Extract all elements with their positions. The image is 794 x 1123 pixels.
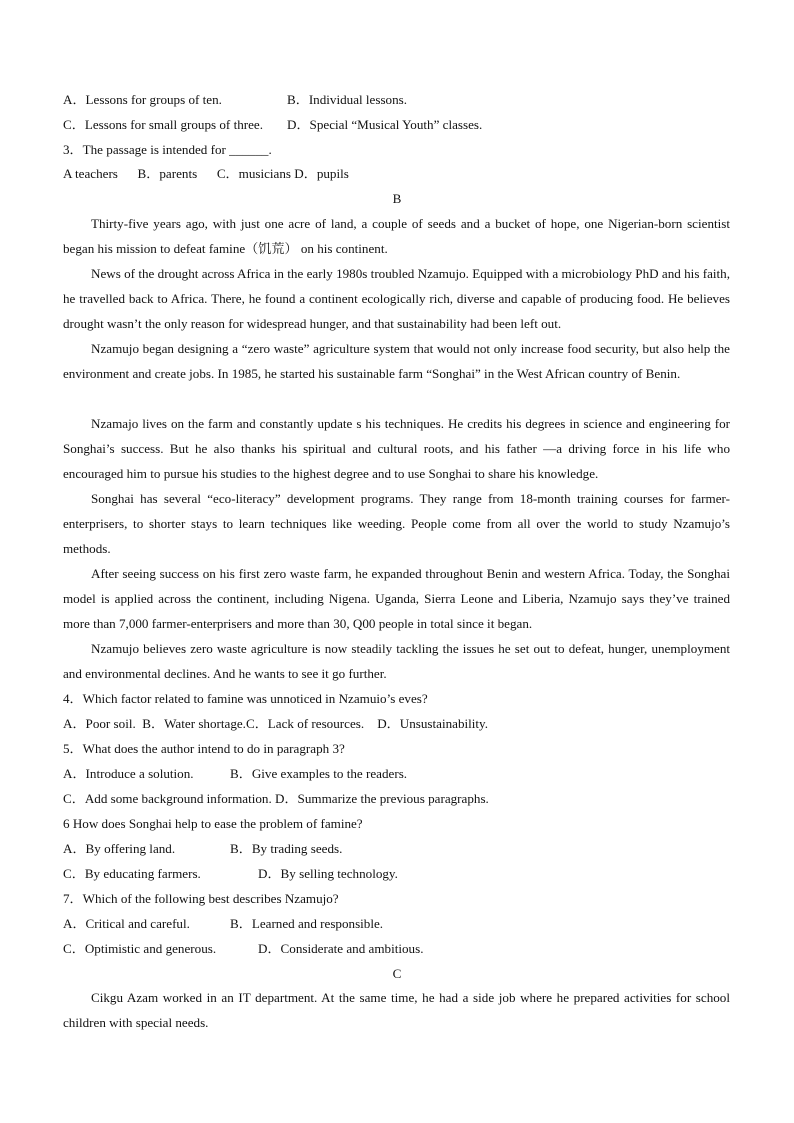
q7-option-a: A．Critical and careful. <box>63 916 190 931</box>
section-b-paragraph-6: After seeing success on his first zero waste farm, he expanded throughout Benin and western Africa. Today, the Songhai model is applied across the continent, including Nigena. Uganda, Sierra Leone and Liberia, Nzamujo says they’ve trained more than 7,000 farmer-enterprisers and more than 30, Q00 people in total since it began. <box>63 566 730 631</box>
q5-options-row1 <box>63 766 407 782</box>
section-b-paragraph-7: Nzamujo believes zero waste agriculture is now steadily tackling the issues he set out to defeat, hunger, unemployment and environmental declines. And he wants to see it go further. <box>63 641 730 681</box>
q3-stem: 3．The passage is intended for ______. <box>63 142 272 157</box>
q5-option-b: B．Give examples to the readers. <box>230 766 408 781</box>
q7-options-row1 <box>63 916 383 932</box>
q7-option-c: C．Optimistic and generous. <box>63 941 217 956</box>
q4-stem: 4．Which factor related to famine was unnoticed in Nzamuio’s eves? <box>63 691 428 706</box>
q2-option-a: A．Lessons for groups of ten. <box>63 92 222 107</box>
section-b-paragraph-5: Songhai has several “eco-literacy” development programs. They range from 18-month training courses for farmer-enterprisers, to shorter stays to learn techniques like weeding. People come from all over the world to study Nzamujo’s methods. <box>63 491 730 556</box>
q2-option-c: C．Lessons for small groups of three. <box>63 117 264 132</box>
q2-option-d: D．Special “Musical Youth” classes. <box>287 117 483 132</box>
q6-options-row2 <box>63 866 398 882</box>
q7-options-row2 <box>63 941 423 957</box>
q5-option-a: A．Introduce a solution. <box>63 766 194 781</box>
section-b-label: B <box>392 191 402 206</box>
q5-stem: 5．What does the author intend to do in paragraph 3? <box>63 741 345 756</box>
section-b-paragraph-2: News of the drought across Africa in the early 1980s troubled Nzamujo. Equipped with a microbiology PhD and his faith, he travelled back to Africa. There, he found a continent ecologically rich, diverse and capable of producing food. He believes drought wasn’t the only reason for widespread hunger, and that sustainability had been left out. <box>63 266 730 331</box>
q6-option-d: D．By selling technology. <box>258 866 398 881</box>
q7-option-b: B．Learned and responsible. <box>230 916 384 931</box>
section-c-label: C <box>392 966 402 981</box>
q6-option-c: C．By educating farmers. <box>63 866 201 881</box>
q2-options-row2 <box>63 117 482 133</box>
section-b-paragraph-1: Thirty-five years ago, with just one acre of land, a couple of seeds and a bucket of hope, one Nigerian-born scientist began his mission to defeat famine（饥荒） on his continent. <box>63 216 730 256</box>
section-b-paragraph-4: Nzamajo lives on the farm and constantly update s his techniques. He credits his degrees in science and engineering for Songhai’s success. But he also thanks his spiritual and cultural roots, and his father —a driving force in his life who encouraged him to pursue his studies to the highest degree and to use Songhai to share his knowledge. <box>63 416 730 481</box>
q5-options-row2: C．Add some background information. D．Summarize the previous paragraphs. <box>63 791 489 806</box>
section-c-paragraph-1: Cikgu Azam worked in an IT department. At the same time, he had a side job where he prepared activities for school children with special needs. <box>63 990 730 1030</box>
q2-option-b: B．Individual lessons. <box>287 92 408 107</box>
q4-options: A．Poor soil. B．Water shortage.C．Lack of resources. D．Unsustainability. <box>63 716 489 731</box>
q7-option-d: D．Considerate and ambitious. <box>258 941 424 956</box>
q6-stem: 6 How does Songhai help to ease the problem of famine? <box>63 816 363 831</box>
q2-options-row1 <box>63 92 407 108</box>
q3-options: A teachers B．parents C．musicians D．pupils <box>63 166 349 181</box>
section-b-paragraph-3: Nzamujo began designing a “zero waste” agriculture system that would not only increase food security, but also help the environment and create jobs. In 1985, he started his sustainable farm “Songhai” in the West African country of Benin. <box>63 341 730 381</box>
q6-option-a: A．By offering land. <box>63 841 176 856</box>
q6-option-b: B．By trading seeds. <box>230 841 343 856</box>
q7-stem: 7．Which of the following best describes Nzamujo? <box>63 891 339 906</box>
q6-options-row1 <box>63 841 342 857</box>
